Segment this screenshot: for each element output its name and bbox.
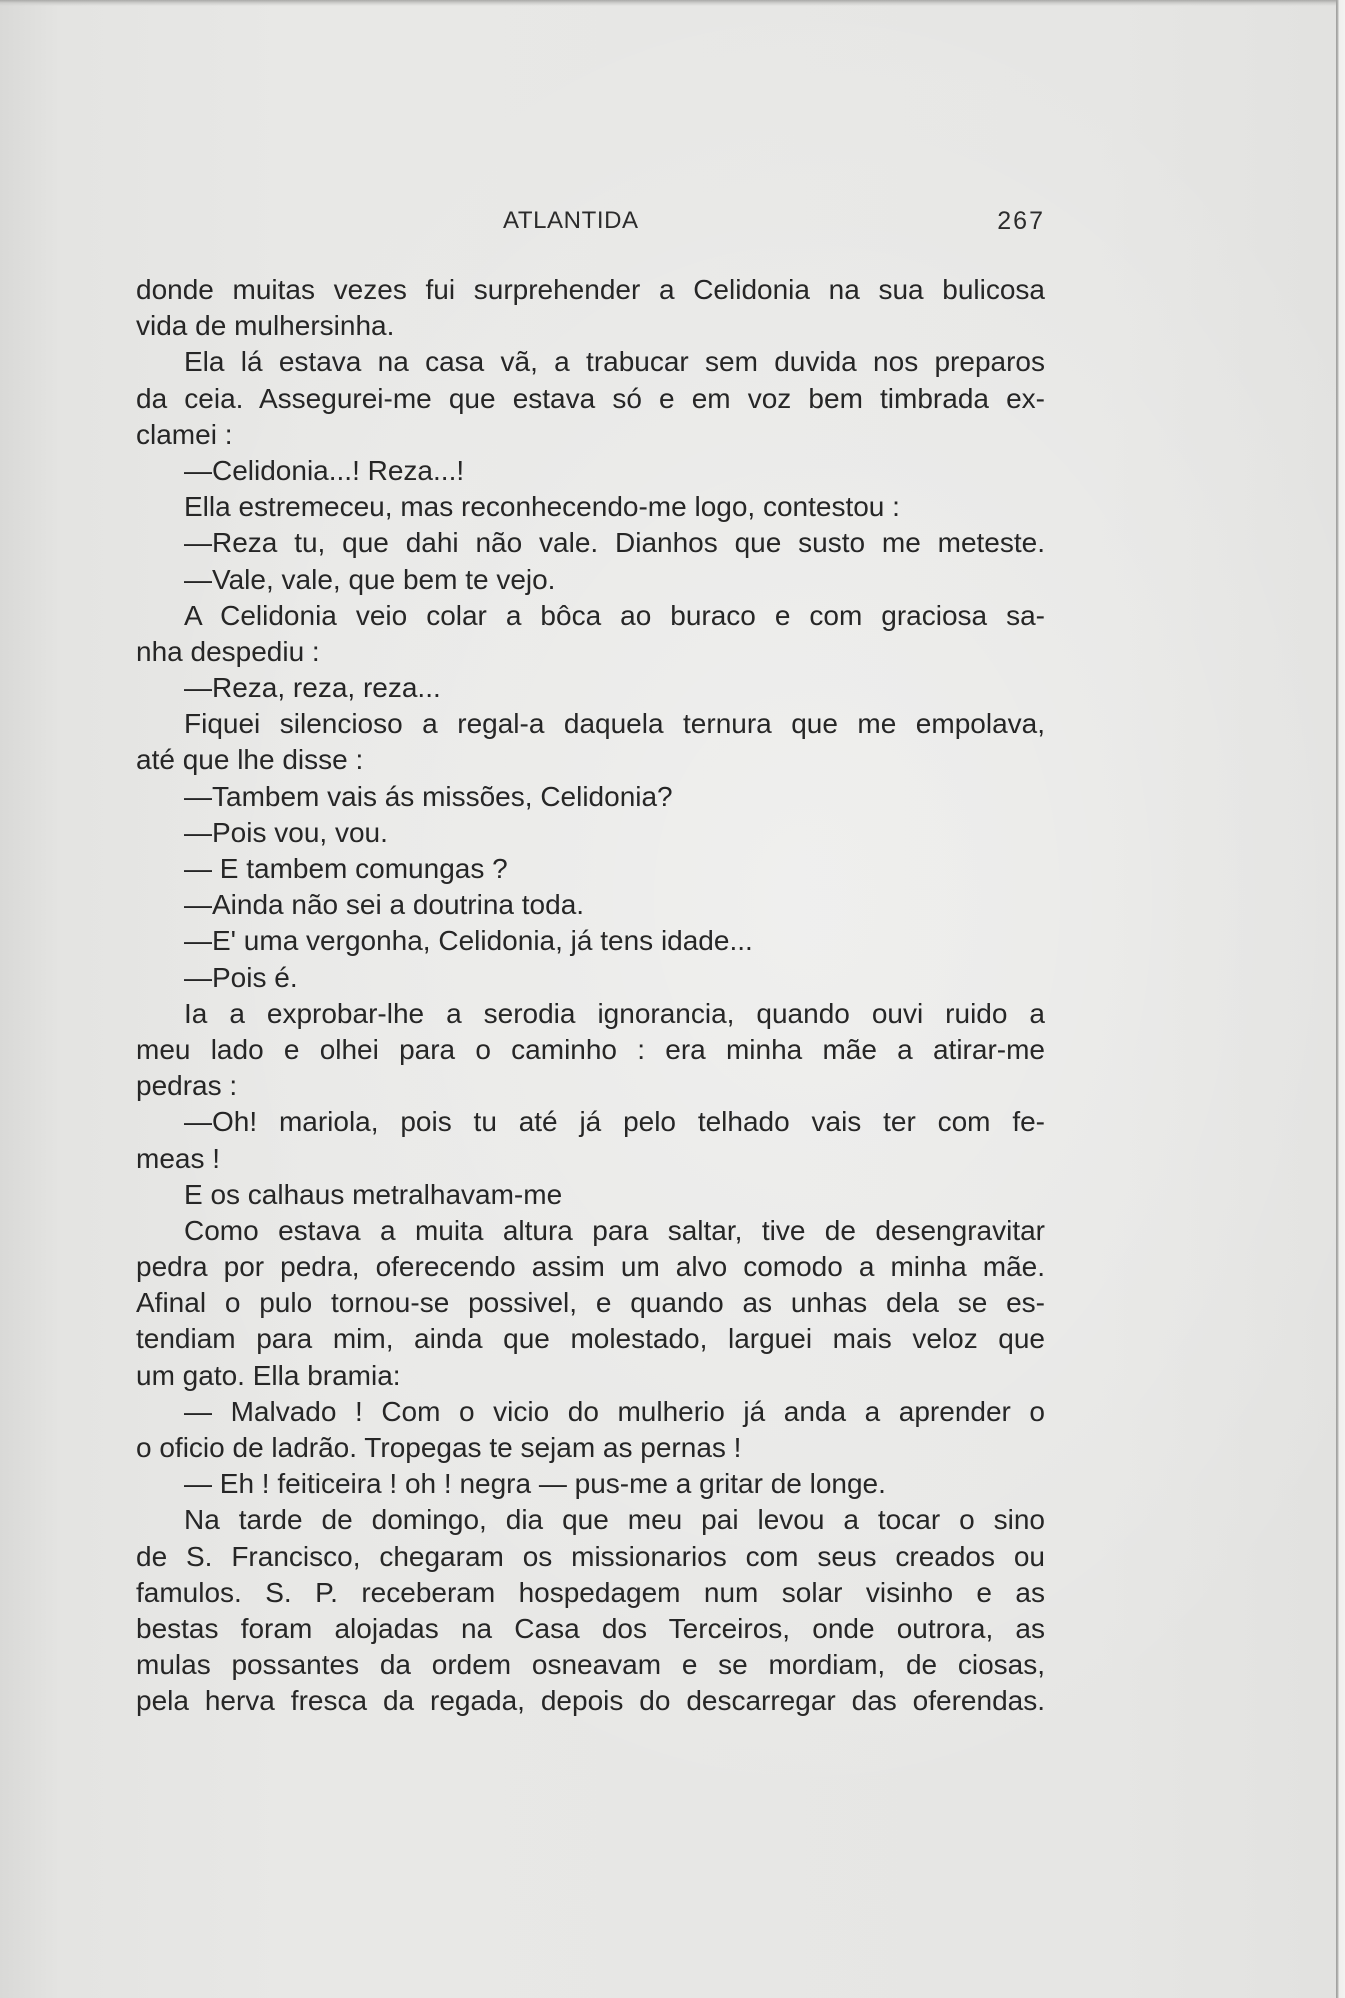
text-line: —Reza tu, que dahi não vale. Dianhos que susto me meteste. [184,527,1045,559]
page-number: 267 [997,207,1045,235]
text-line: Ia a exprobar-lhe a serodia ignorancia, quando ouvi ruido a [184,997,1045,1029]
text-line: Fiquei silencioso a regal-a daquela ternura que me empolava, [184,708,1045,740]
text-line: tendiam para mim, ainda que molestado, larguei mais veloz que [136,1323,1045,1355]
text-line: vida de mulhersinha. [136,310,395,342]
text-line: — E tambem comungas ? [184,853,508,884]
text-line: —Vale, vale, que bem te vejo. [184,563,556,595]
text-line: E os calhaus metralhavam-me [184,1178,563,1210]
text-line: A Celidonia veio colar a bôca ao buraco e com graciosa sa- [184,599,1045,631]
text-line: o oficio de ladrão. Tropegas te sejam as pernas ! [136,1432,742,1463]
text-line: Afinal o pulo tornou-se possivel, e quando as unhas dela se es- [136,1287,1045,1319]
text-line: meas ! [136,1142,221,1174]
running-title: ATLANTIDA [503,207,639,234]
text-line: bestas foram alojadas na Casa dos Terceiros, onde outrora, as [136,1612,1045,1644]
page-top-edge [0,0,1345,6]
text-line: Na tarde de domingo, dia que meu pai levou a tocar o sino [184,1504,1045,1536]
text-line: pela herva fresca da regada, depois do descarregar das oferendas. [136,1685,1045,1717]
text-line: meu lado e olhei para o caminho : era minha mãe a atirar-me [136,1033,1045,1065]
text-line: um gato. Ella bramia: [136,1359,401,1391]
text-line: até que lhe disse : [136,744,364,776]
text-line: — Malvado ! Com o vicio do mulherio já anda a aprender o [184,1395,1045,1427]
running-header [136,205,1045,237]
text-line: famulos. S. P. receberam hospedagem num solar visinho e as [136,1576,1045,1608]
text-line: Ella estremeceu, mas reconhecendo-me logo, contestou : [184,491,900,523]
text-line: donde muitas vezes fui surprehender a Celidonia na sua bulicosa [136,274,1045,305]
text-line: da ceia. Assegurei-me que estava só e em voz bem timbrada ex- [136,382,1045,414]
text-line: clamei : [136,418,233,450]
text-line: Ela lá estava na casa vã, a trabucar sem duvida nos preparos [184,346,1045,378]
text-line: mulas possantes da ordem osneavam e se mordiam, de ciosas, [136,1649,1045,1681]
text-line: —Reza, reza, reza... [184,672,441,704]
text-line: —Pois vou, vou. [184,816,388,848]
text-line: nha despediu : [136,635,320,667]
text-line: —Oh! mariola, pois tu até já pelo telhado vais ter com fe- [184,1106,1045,1138]
text-line: — Eh ! feiticeira ! oh ! negra — pus-me a gritar de longe. [184,1468,886,1500]
text-line: de S. Francisco, chegaram os missionarios com seus creados ou [136,1540,1045,1572]
page-right-edge [1336,0,1345,1998]
text-line: —Pois é. [184,961,298,993]
text-line: —Celidonia...! Reza...! [184,454,465,486]
text-line: pedras : [136,1070,238,1102]
text-line: —E' uma vergonha, Celidonia, já tens idade... [184,925,753,957]
text-line: Como estava a muita altura para saltar, tive de desengravitar [184,1214,1045,1246]
text-line: —Ainda não sei a doutrina toda. [184,889,585,921]
text-line: pedra por pedra, oferecendo assim um alvo comodo a minha mãe. [136,1251,1045,1283]
body-text [136,272,1045,1720]
text-line: —Tambem vais ás missões, Celidonia? [184,780,673,812]
